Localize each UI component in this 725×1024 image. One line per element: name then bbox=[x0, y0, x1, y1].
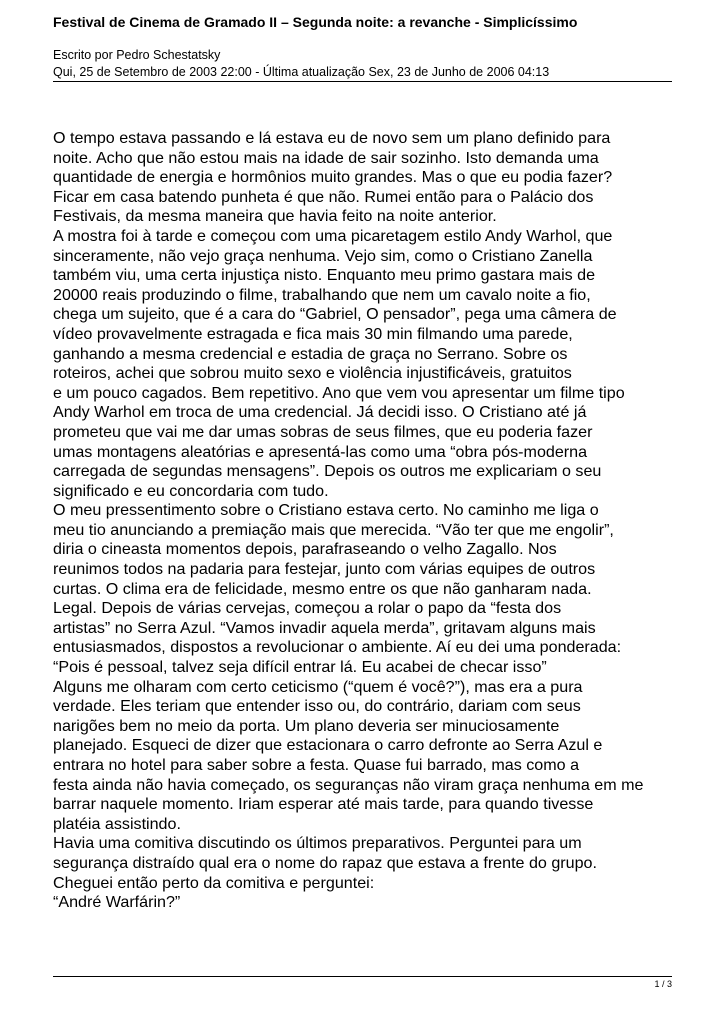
footer-divider bbox=[53, 976, 672, 977]
body-line: O tempo estava passando e lá estava eu de novo sem um plano definido para bbox=[53, 129, 611, 147]
body-line: 20000 reais produzindo o filme, trabalhando que nem um cavalo noite a fio, bbox=[53, 285, 591, 304]
body-line: Legal. Depois de várias cervejas, começou a rolar o papo da “festa dos bbox=[53, 599, 562, 618]
body-line: “Pois é pessoal, talvez seja difícil entrar lá. Eu acabei de checar isso” bbox=[53, 658, 547, 677]
body-line: segurança distraído qual era o nome do rapaz que estava a frente do grupo. bbox=[53, 853, 597, 872]
body-line: meu tio anunciando a premiação mais que merecida. “Vão ter que me engolir”, bbox=[53, 520, 614, 539]
body-line: narigões bem no meio da porta. Um plano deveria ser minuciosamente bbox=[53, 716, 560, 735]
body-line: vídeo provavelmente estragada e fica mais 30 min filmando uma parede, bbox=[53, 324, 573, 343]
body-line: entrara no hotel para saber sobre a festa. Quase fui barrado, mas como a bbox=[53, 756, 580, 774]
body-line: planejado. Esqueci de dizer que estacionara o carro defronte ao Serra Azul e bbox=[53, 736, 603, 755]
article-title: Festival de Cinema de Gramado II – Segunda noite: a revanche - Simplicíssimo bbox=[53, 14, 578, 30]
body-line: Andy Warhol em troca de uma credencial. Já decidi isso. O Cristiano até já bbox=[53, 403, 587, 422]
body-line: prometeu que vai me dar umas sobras de seus filmes, que eu poderia fazer bbox=[53, 422, 593, 441]
body-line: O meu pressentimento sobre o Cristiano estava certo. No caminho me liga o bbox=[53, 501, 599, 520]
article-body bbox=[53, 129, 653, 913]
body-line: e um pouco cagados. Bem repetitivo. Ano que vem vou apresentar um filme tipo bbox=[53, 383, 625, 402]
body-line: barrar naquele momento. Iriam esperar até mais tarde, para quando tivesse bbox=[53, 795, 594, 814]
body-line: Festivais, da mesma maneira que havia feito na noite anterior. bbox=[53, 207, 497, 226]
body-line: umas montagens aleatórias e apresentá-las como uma “obra pós-moderna bbox=[53, 442, 588, 461]
body-line: roteiros, achei que sobrou muito sexo e violência injustificáveis, gratuitos bbox=[53, 364, 572, 383]
body-line: chega um sujeito, que é a cara do “Gabriel, O pensador”, pega uma câmera de bbox=[53, 305, 617, 324]
body-line: carregada de segundas mensagens”. Depois os outros me explicariam o seu bbox=[53, 462, 602, 481]
body-line: também viu, uma certa injustiça nisto. Enquanto meu primo gastara mais de bbox=[53, 266, 596, 285]
body-line: reunimos todos na padaria para festejar, junto com várias equipes de outros bbox=[53, 560, 596, 579]
body-line: festa ainda não havia começado, os seguranças não viram graça nenhuma em me bbox=[53, 775, 644, 794]
body-line: Alguns me olharam com certo ceticismo (“quem é você?”), mas era a pura bbox=[53, 677, 583, 696]
body-line: entusiasmados, dispostos a revolucionar o ambiente. Aí eu dei uma ponderada: bbox=[53, 638, 622, 657]
body-line: diria o cineasta momentos depois, parafraseando o velho Zagallo. Nos bbox=[53, 540, 557, 559]
body-line: ganhando a mesma credencial e estadia de graça no Serrano. Sobre os bbox=[53, 344, 568, 363]
body-line: “André Warfárin?” bbox=[53, 893, 181, 912]
body-line: quantidade de energia e hormônios muito grandes. Mas o que eu podia fazer? bbox=[53, 168, 613, 187]
body-line: verdade. Eles teriam que entender isso ou, do contrário, dariam com seus bbox=[53, 697, 581, 716]
author-line: Escrito por Pedro Schestatsky bbox=[53, 48, 221, 62]
body-line: Havia uma comitiva discutindo os últimos preparativos. Perguntei para um bbox=[53, 834, 582, 853]
body-line: artistas” no Serra Azul. “Vamos invadir aquela merda”, gritavam alguns mais bbox=[53, 618, 596, 637]
date-line: Qui, 25 de Setembro de 2003 22:00 - Última atualização Sex, 23 de Junho de 2006 04:13 bbox=[53, 65, 550, 79]
header-divider bbox=[53, 81, 672, 82]
body-line: curtas. O clima era de felicidade, mesmo entre os que não ganharam nada. bbox=[53, 579, 592, 598]
page-number: 1 / 3 bbox=[654, 979, 672, 989]
body-line: A mostra foi à tarde e começou com uma picaretagem estilo Andy Warhol, que bbox=[53, 226, 613, 245]
body-line: Cheguei então perto da comitiva e perguntei: bbox=[53, 873, 375, 892]
body-line: sinceramente, não vejo graça nenhuma. Vejo sim, como o Cristiano Zanella bbox=[53, 246, 593, 265]
body-line: platéia assistindo. bbox=[53, 814, 181, 833]
article-meta bbox=[53, 47, 549, 81]
body-line: significado e eu concordaria com tudo. bbox=[53, 481, 329, 500]
body-line: noite. Acho que não estou mais na idade de sair sozinho. Isto demanda uma bbox=[53, 148, 599, 167]
body-line: Ficar em casa batendo punheta é que não. Rumei então para o Palácio dos bbox=[53, 187, 594, 206]
